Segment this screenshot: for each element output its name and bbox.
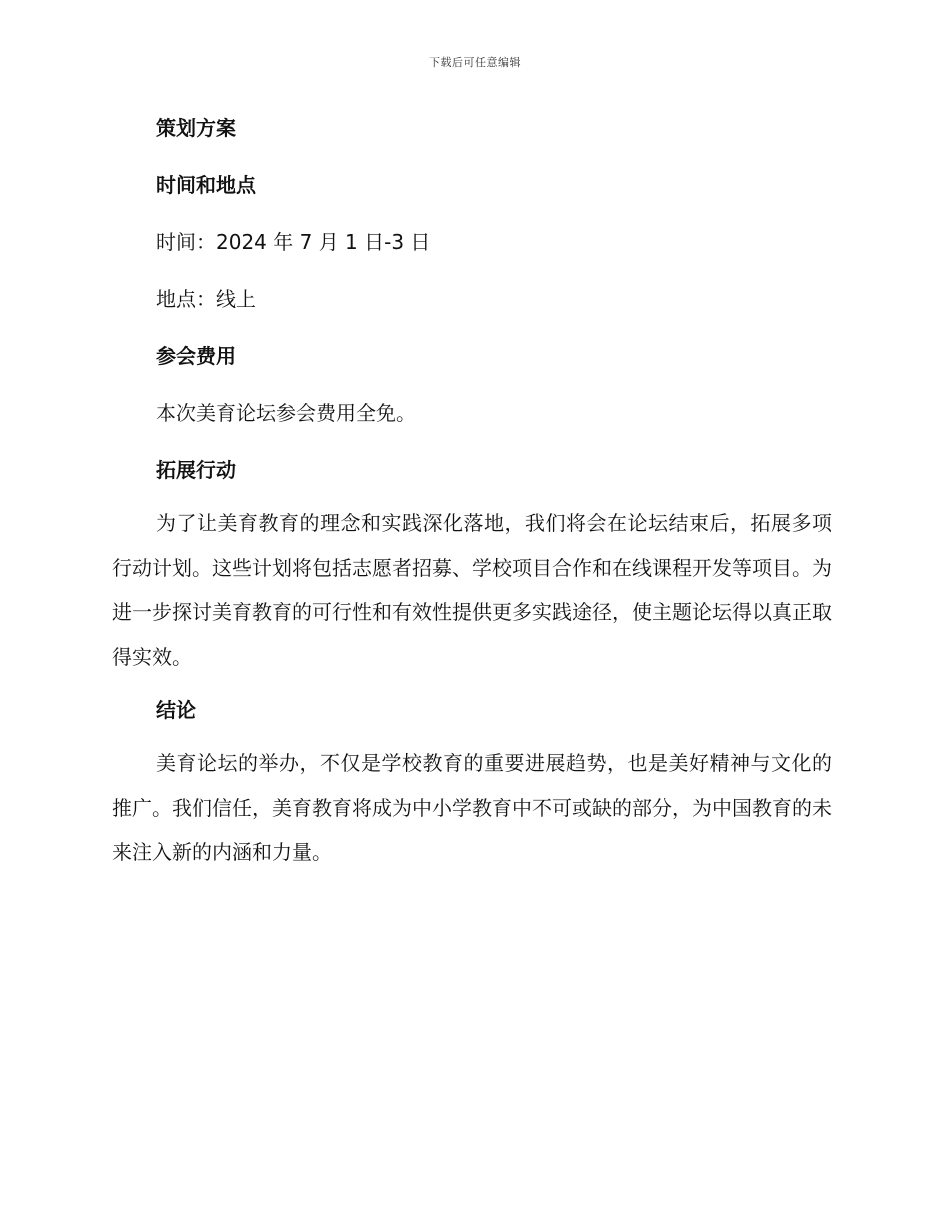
expansion-paragraph: 为了让美育教育的理念和实践深化落地，我们将会在论坛结束后，拓展多项行动计划。这些计划将包括志愿者招募、学校项目合作和在线课程开发等项目。为进一步探讨美育教育的可行性和有效性提供更多实践途径，使主题论坛得以真正取得实效。 — [112, 511, 832, 669]
expansion-heading: 拓展行动 — [156, 458, 236, 482]
conclusion-paragraph: 美育论坛的举办，不仅是学校教育的重要进展趋势，也是美好精神与文化的推广。我们信任，美育教育将成为中小学教育中不可或缺的部分，为中国教育的未来注入新的内涵和力量。 — [112, 751, 832, 864]
location-line: 地点：线上 — [156, 287, 256, 311]
document-body — [112, 110, 832, 875]
time-line: 时间：2024 年 7 月 1 日-3 日 — [156, 230, 431, 254]
document-title: 策划方案 — [156, 116, 236, 140]
fee-heading: 参会费用 — [156, 344, 236, 368]
conclusion-heading: 结论 — [156, 698, 196, 722]
header-watermark: 下载后可任意编辑 — [429, 56, 521, 69]
fee-text: 本次美育论坛参会费用全免。 — [156, 401, 416, 425]
time-location-heading: 时间和地点 — [156, 173, 256, 197]
